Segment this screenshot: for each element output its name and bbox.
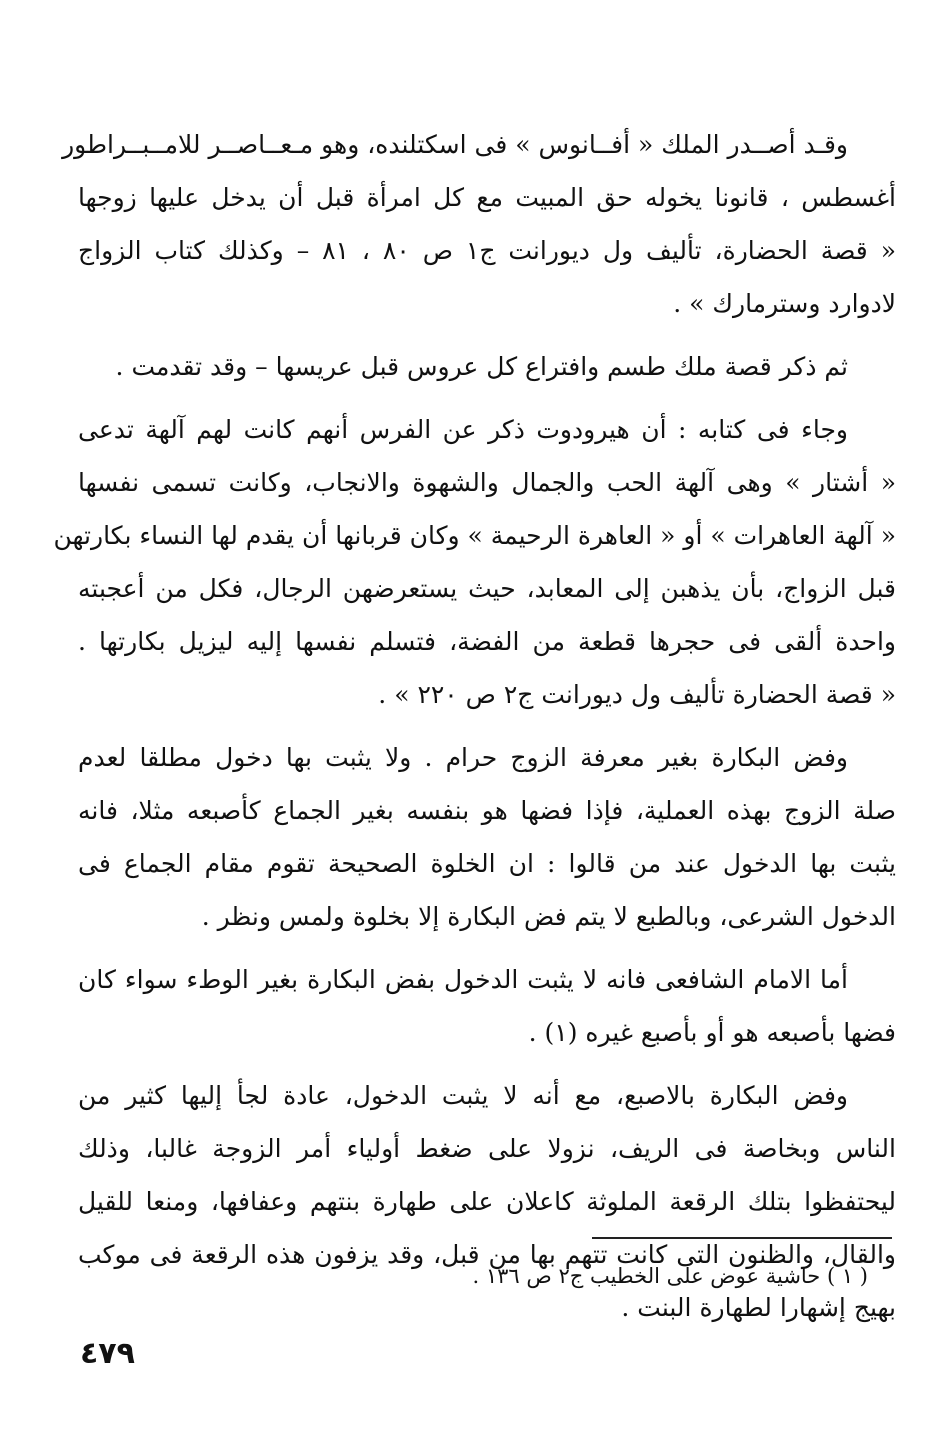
text-line: والقال، والظنون التى كانت تتهم بها من قبل، وقد يزفون هذه الرقعة فى موكب xyxy=(78,1240,896,1269)
text-line: وجاء فى كتابه : أن هيرودوت ذكر عن الفرس أنهم كانت لهم آلهة تدعى xyxy=(78,415,848,444)
footnote: ( ١ ) حاشية عوض على الخطيب ج٢ ص ١٣٦ . xyxy=(472,1264,868,1288)
text-line: بهيج إشهارا لطهارة البنت . xyxy=(621,1293,896,1322)
text-line: وقـد أصــدر الملك « أفــانوس » فى اسكتلنده، وهو مـعــاصــر للامــبــراطور xyxy=(62,130,848,159)
text-line: وفض البكارة بالاصبع، مع أنه لا يثبت الدخول، عادة لجأ إليها كثير من xyxy=(78,1081,848,1110)
text-line: يثبت بها الدخول عند من قالوا : ان الخلوة الصحيحة تقوم مقام الجماع فى xyxy=(78,849,896,878)
body-text xyxy=(53,118,896,1344)
text-line: فضها بأصبعه هو أو بأصبع غيره (١) . xyxy=(528,1018,896,1047)
text-line: « آلهة العاهرات » أو « العاهرة الرحيمة » وكان قربانها أن يقدم لها النساء بكارتهن xyxy=(53,521,896,550)
text-line: الناس وبخاصة فى الريف، نزولا على ضغط أولياء أمر الزوجة غالبا، وذلك xyxy=(78,1134,896,1163)
text-line: « قصة الحضارة تأليف ول ديورانت ج٢ ص ٢٢٠ » . xyxy=(378,680,896,709)
text-line: قبل الزواج، بأن يذهبن إلى المعابد، حيث يستعرضهن الرجال، فكل من أعجبته xyxy=(78,574,896,603)
text-line: ليحتفظوا بتلك الرقعة الملوثة كاعلان على طهارة بنتهم وعفافها، ومنعا للقيل xyxy=(78,1187,896,1216)
text-line: أما الامام الشافعى فانه لا يثبت الدخول بفض البكارة بغير الوطء سواء كان xyxy=(78,965,848,994)
text-line: وفض البكارة بغير معرفة الزوج حرام . ولا يثبت بها دخول مطلقا لعدم xyxy=(78,743,848,772)
text-line: الدخول الشرعى، وبالطبع لا يتم فض البكارة إلا بخلوة ولمس ونظر . xyxy=(201,902,896,931)
paragraph xyxy=(78,1069,896,1334)
text-line: « أشتار » وهى آلهة الحب والجمال والشهوة والانجاب، وكانت تسمى نفسها xyxy=(78,468,896,497)
text-line: لادوارد وسترمارك » . xyxy=(673,289,896,318)
paragraph xyxy=(53,403,896,721)
text-line: صلة الزوج بهذه العملية، فإذا فضها هو بنفسه بغير الجماع كأصبعه مثلا، فانه xyxy=(78,796,896,825)
page-number: ٤٧٩ xyxy=(80,1336,135,1371)
footnote-divider xyxy=(592,1237,892,1239)
text-line: أغسطس ، قانونا يخوله حق المبيت مع كل امرأة قبل أن يدخل عليها زوجها xyxy=(78,183,896,212)
paragraph xyxy=(78,731,896,943)
text-line: ثم ذكر قصة ملك طسم وافتراع كل عروس قبل عريسها – وقد تقدمت . xyxy=(115,352,848,381)
text-line: واحدة ألقى فى حجرها قطعة من الفضة، فتسلم نفسها إليه ليزيل بكارتها . xyxy=(78,627,896,656)
paragraph xyxy=(78,953,896,1059)
paragraph xyxy=(62,118,896,330)
paragraph xyxy=(78,340,896,393)
text-line: « قصة الحضارة، تأليف ول ديورانت ج١ ص ٨٠ ، ٨١ – وكذلك كتاب الزواج xyxy=(78,236,896,265)
